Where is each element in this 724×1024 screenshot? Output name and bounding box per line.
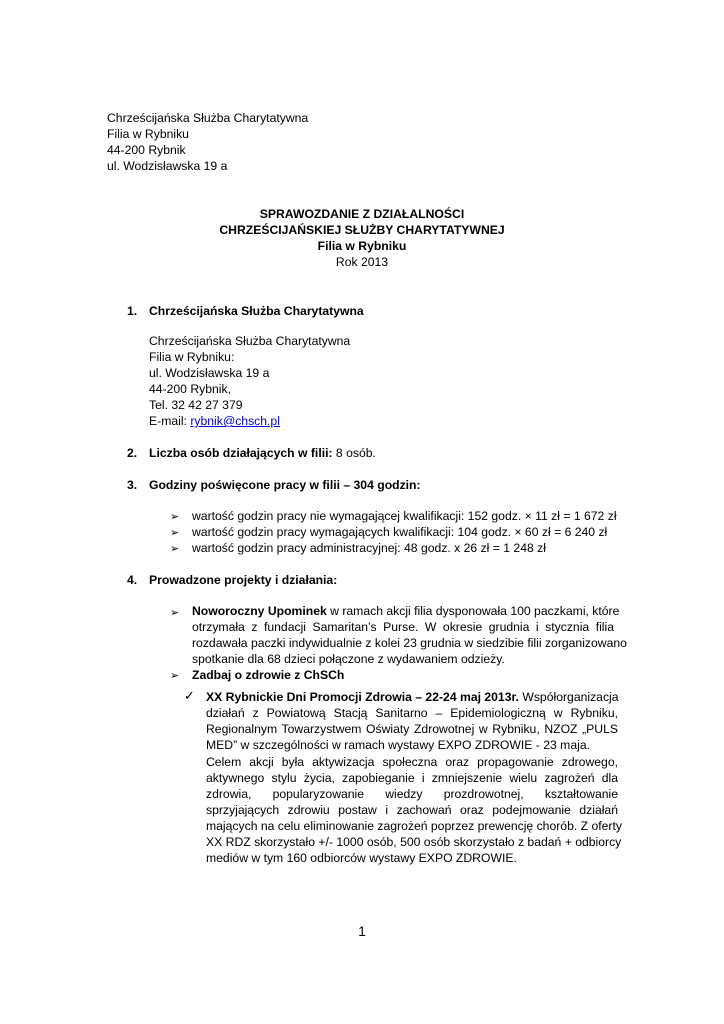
subproject-paragraph-line: mających na celu eliminowanie zagrożeń poprzez prewencję chorób. Z oferty	[206, 819, 622, 833]
project-title: Noworoczny Upominek	[192, 604, 327, 618]
section-heading: Chrześcijańska Służba Charytatywna	[149, 304, 364, 318]
subproject-paragraph-line: sprzyjających zdrowiu postaw i zachowań oraz podejmowanie działań	[206, 803, 618, 817]
arrow-bullet-icon: ➢	[170, 607, 180, 619]
arrow-bullet-icon: ➢	[170, 527, 180, 539]
page-number: 1	[358, 923, 366, 939]
title-line: Filia w Rybniku	[317, 239, 407, 253]
subproject-text: Współorganizacja	[518, 690, 619, 704]
arrow-bullet-icon: ➢	[170, 670, 180, 682]
checkmark-icon: ✓	[184, 688, 195, 703]
email-label: E-mail:	[149, 414, 191, 428]
subproject-line: Regionalnym Towarzystwem Oświaty Zdrowotnej w Rybniku, NZOZ „PULS	[206, 722, 618, 736]
subproject-line	[206, 690, 618, 706]
email-line	[149, 414, 280, 430]
subproject-line: działań z Powiatową Stacją Sanitarno – Epidemiologiczną w Rybniku,	[206, 706, 618, 720]
list-item: wartość godzin pracy nie wymagającej kwalifikacji: 152 godz. × 11 zł = 1 672 zł	[192, 509, 617, 523]
subproject-paragraph-line: Celem akcji była aktywizacja społeczna oraz propagowanie zdrowego,	[206, 755, 618, 769]
address-line: Chrześcijańska Służba Charytatywna	[149, 334, 351, 348]
subproject-paragraph-line: aktywnego stylu życia, zapobieganie i zmniejszenie wielu zagrożeń dla	[206, 771, 618, 785]
subproject-paragraph-line: zdrowia, popularyzowanie wiedzy prozdrowotnej, kształtowanie	[206, 787, 618, 801]
header-line: Chrześcijańska Służba Charytatywna	[107, 111, 309, 125]
address-line: ul. Wodzisławska 19 a	[149, 366, 270, 380]
subproject-paragraph-line: XX RDZ skorzystało +/- 1000 osób, 500 osób skorzystało z badań + odbiorcy	[206, 835, 622, 849]
subproject-line: MED” w szczególności w ramach wystawy EXPO ZDROWIE - 23 maja.	[206, 738, 590, 752]
project-title: Zadbaj o zdrowie z ChSCh	[192, 668, 345, 682]
title-line: CHRZEŚCIJAŃSKIEJ SŁUŻBY CHARYTATYWNEJ	[219, 223, 505, 237]
section-heading: Prowadzone projekty i działania:	[149, 573, 338, 587]
subproject-title: XX Rybnickie Dni Promocji Zdrowia – 22-24 maj 2013r.	[206, 690, 519, 704]
email-link[interactable]: rybnik@chsch.pl	[190, 414, 280, 428]
list-item: wartość godzin pracy wymagających kwalifikacji: 104 godz. × 60 zł = 6 240 zł	[192, 525, 608, 539]
section-number: 1.	[127, 304, 138, 318]
header-line: ul. Wodzisławska 19 a	[107, 159, 228, 173]
project-line: spotkanie dla 68 dzieci połączone z wydawaniem odzieży.	[192, 652, 505, 666]
section-value: 8 osób.	[332, 446, 376, 460]
section-number: 3.	[127, 478, 138, 492]
section-number: 2.	[127, 446, 138, 460]
arrow-bullet-icon: ➢	[170, 543, 180, 555]
project-text: w ramach akcji filia dysponowała 100 paczkami, które	[326, 604, 620, 618]
header-line: 44-200 Rybnik	[107, 143, 186, 157]
section-heading: Liczba osób działających w filii:	[149, 446, 333, 460]
project-line: rozdawała paczki indywidualnie z kolei 23 grudnia w siedzibie filii zorganizowano	[192, 636, 627, 650]
list-item: wartość godzin pracy administracyjnej: 48 godz. x 26 zł = 1 248 zł	[192, 541, 546, 555]
subproject-paragraph-line: mediów w tym 160 odbiorców wystawy EXPO ZDROWIE.	[206, 851, 517, 865]
arrow-bullet-icon: ➢	[170, 511, 180, 523]
title-line: SPRAWOZDANIE Z DZIAŁALNOŚCI	[259, 207, 465, 221]
address-line: Filia w Rybniku:	[149, 350, 235, 364]
section-heading-line	[149, 446, 376, 462]
section-number: 4.	[127, 573, 138, 587]
project-line	[192, 604, 620, 620]
section-heading: Godziny poświęcone pracy w filii – 304 godzin:	[149, 478, 421, 492]
address-line: 44-200 Rybnik,	[149, 382, 231, 396]
phone-line: Tel. 32 42 27 379	[149, 398, 243, 412]
project-line: otrzymała z fundacji Samaritan’s Purse. W okresie grudnia i stycznia filia	[192, 620, 614, 634]
title-year: Rok 2013	[335, 255, 389, 269]
header-line: Filia w Rybniku	[107, 127, 189, 141]
